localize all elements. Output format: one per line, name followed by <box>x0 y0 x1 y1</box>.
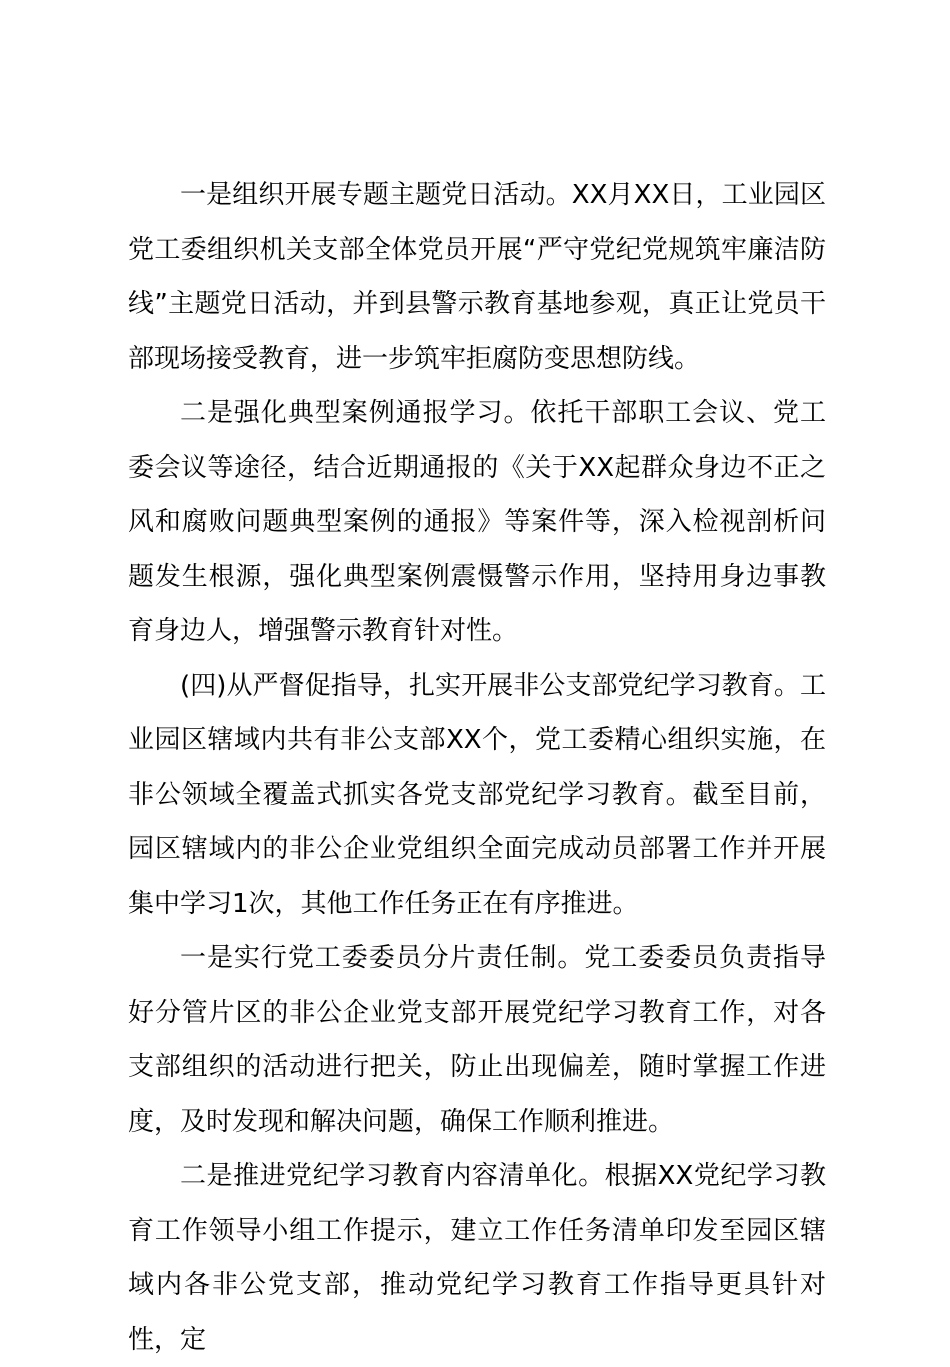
paragraph-theme-party-day: 一是组织开展专题主题党日活动。XX月XX日，工业园区党工委组织机关支部全体党员开展“严守党纪党规筑牢廉洁防线”主题党日活动，并到县警示教育基地参观，真正让党员干部现场接受教育，进一步筑牢拒腐防变思想防线。 <box>128 180 826 374</box>
paragraph-case-study: 二是强化典型案例通报学习。依托干部职工会议、党工委会议等途径，结合近期通报的《关于XX起群众身边不正之风和腐败问题典型案例的通报》等案件等，深入检视剖析问题发生根源，强化典型案例震慑警示作用，坚持用身边事教育身边人，增强警示教育针对性。 <box>128 398 826 646</box>
document-body <box>128 168 826 1367</box>
paragraph-task-list: 二是推进党纪学习教育内容清单化。根据XX党纪学习教育工作领导小组工作提示，建立工作任务清单印发至园区辖域内各非公党支部，推动党纪学习教育工作指导更具针对性，定 <box>128 1161 826 1355</box>
paragraph-responsibility-system: 一是实行党工委委员分片责任制。党工委委员负责指导好分管片区的非公企业党支部开展党纪学习教育工作，对各支部组织的活动进行把关，防止出现偏差，随时掌握工作进度，及时发现和解决问题，确保工作顺利推进。 <box>128 943 826 1137</box>
paragraph-section-four: (四)从严督促指导，扎实开展非公支部党纪学习教育。工业园区辖域内共有非公支部XX个，党工委精心组织实施，在非公领域全覆盖式抓实各党支部党纪学习教育。截至目前，园区辖域内的非公企业党组织全面完成动员部署工作并开展集中学习1次，其他工作任务正在有序推进。 <box>128 670 826 919</box>
